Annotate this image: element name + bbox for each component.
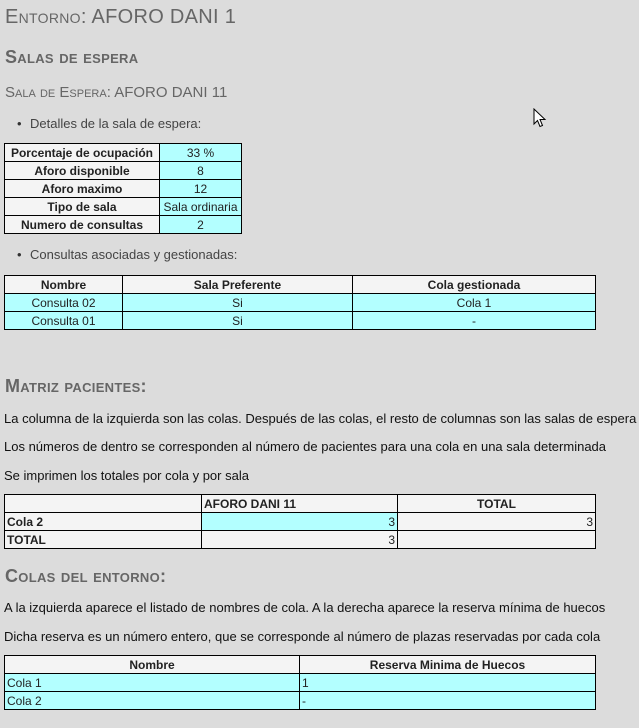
column-header: Sala Preferente	[123, 276, 353, 294]
detalle-label: Tipo de sala	[5, 198, 160, 216]
table-cell: Si	[123, 294, 353, 312]
table-cell: Cola 1	[5, 674, 300, 692]
table-cell: 1	[300, 674, 596, 692]
table-cell: 3	[398, 513, 596, 531]
detalle-label: Aforo maximo	[5, 180, 160, 198]
matriz-paragraph: Los números de dentro se corresponden al número de pacientes para una cola en una sala determinada	[4, 439, 607, 454]
detalle-value: 12	[160, 180, 242, 198]
table-header-row	[5, 656, 596, 674]
colas-paragraph: Dicha reserva es un número entero, que se corresponde al número de plazas reservadas por cada cola	[4, 629, 601, 644]
table-row	[5, 162, 242, 180]
matriz-table	[4, 494, 596, 549]
colas-table	[4, 655, 596, 710]
table-row	[5, 198, 242, 216]
entorno-title: Entorno: AFORO DANI 1	[5, 6, 237, 28]
detalle-value: Sala ordinaria	[160, 198, 242, 216]
table-header-row	[5, 495, 596, 513]
table-cell: 3	[202, 513, 398, 531]
detalles-table	[4, 143, 242, 234]
table-cell: -	[353, 312, 596, 330]
table-cell: 3	[202, 531, 398, 549]
table-cell: Cola 2	[5, 692, 300, 710]
matriz-heading: Matriz pacientes:	[5, 376, 147, 396]
table-row	[5, 294, 596, 312]
table-row	[5, 216, 242, 234]
table-cell: Consulta 01	[5, 312, 123, 330]
detalle-value: 8	[160, 162, 242, 180]
table-row	[5, 144, 242, 162]
detalle-label: Porcentaje de ocupación	[5, 144, 160, 162]
table-row	[5, 513, 596, 531]
matriz-paragraph: Se imprimen los totales por cola y por sala	[4, 468, 249, 483]
column-header: Reserva Minima de Huecos	[300, 656, 596, 674]
row-header: TOTAL	[5, 531, 202, 549]
detalle-label: Numero de consultas	[5, 216, 160, 234]
column-header: AFORO DANI 11	[202, 495, 398, 513]
detalle-value: 33 %	[160, 144, 242, 162]
detalle-label: Aforo disponible	[5, 162, 160, 180]
salas-heading: Salas de espera	[5, 47, 139, 67]
table-row	[5, 180, 242, 198]
table-row	[5, 692, 596, 710]
colas-paragraph: A la izquierda aparece el listado de nombres de cola. A la derecha aparece la reserva mínima de huecos	[4, 600, 606, 615]
matriz-paragraph: La columna de la izquierda son las colas. Después de las colas, el resto de columnas son las salas de espera	[4, 411, 637, 426]
consultas-table	[4, 275, 596, 330]
consultas-label: • Consultas asociadas y gestionadas:	[30, 247, 237, 262]
table-row	[5, 674, 596, 692]
table-cell: Si	[123, 312, 353, 330]
column-header: Nombre	[5, 656, 300, 674]
mouse-pointer-icon	[533, 108, 547, 128]
column-header: Cola gestionada	[353, 276, 596, 294]
table-cell: -	[300, 692, 596, 710]
table-row	[5, 531, 596, 549]
column-header	[5, 495, 202, 513]
column-header: TOTAL	[398, 495, 596, 513]
table-row	[5, 312, 596, 330]
detalles-label: • Detalles de la sala de espera:	[30, 116, 201, 131]
table-cell	[398, 531, 596, 549]
row-header: Cola 2	[5, 513, 202, 531]
column-header: Nombre	[5, 276, 123, 294]
table-header-row	[5, 276, 596, 294]
colas-heading: Colas del entorno:	[5, 566, 167, 586]
table-cell: Consulta 02	[5, 294, 123, 312]
table-cell: Cola 1	[353, 294, 596, 312]
detalle-value: 2	[160, 216, 242, 234]
sala-title: Sala de Espera: AFORO DANI 11	[5, 84, 228, 101]
